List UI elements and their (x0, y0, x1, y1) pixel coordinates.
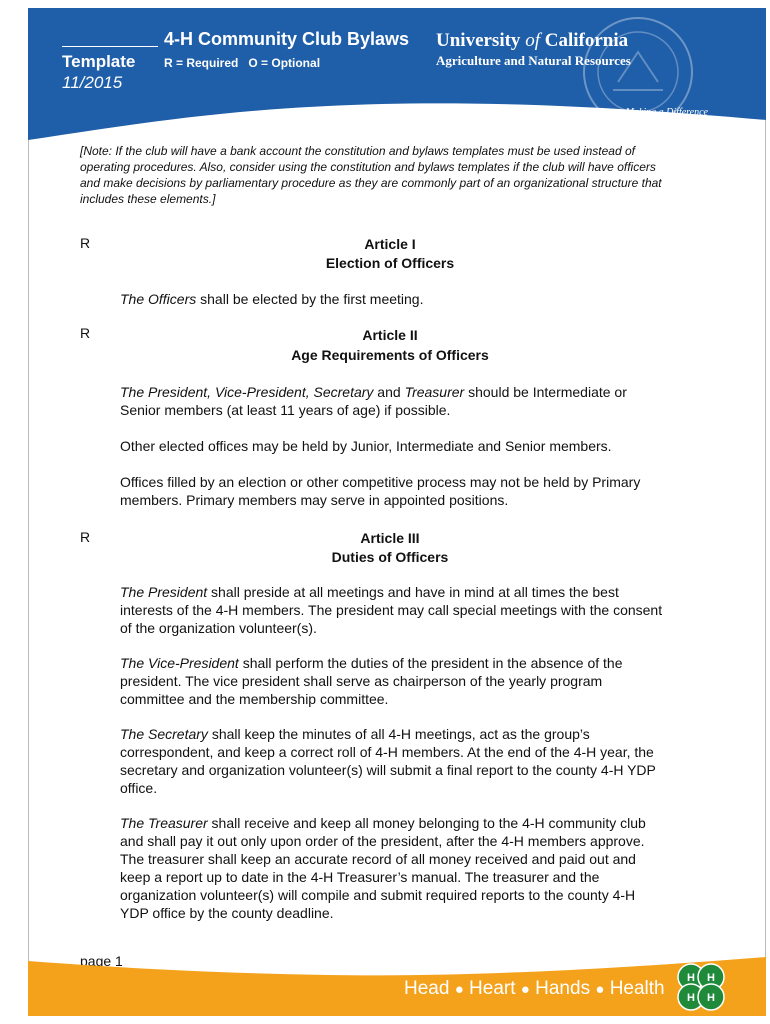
article-paragraph: The Treasurer shall receive and keep all money belonging to the 4-H community club and shall pay it out only upon order of the president, after the 4-H members approve. The treasurer shall keep an accurate record of all money received and paid out and keep a report up to date in the 4-H Treasurer’s manual. The treasurer and the organization volunteer(s) will compile and submit required reports to the county 4-H YDP office by the county deadline. (120, 815, 646, 921)
article-heading (120, 235, 660, 273)
uc-tagline: Making a Difference for California (625, 107, 708, 130)
article-heading (120, 325, 660, 365)
article-title: Age Requirements of Officers (291, 347, 489, 363)
article-heading (120, 529, 660, 567)
article-title: Election of Officers (325, 255, 455, 271)
svg-text:H: H (707, 972, 715, 984)
article-paragraph: Other elected offices may be held by Junior, Intermediate and Senior members. (120, 438, 612, 454)
requirement-marker: R (80, 235, 91, 251)
requirement-legend: R = Required O = Optional (164, 56, 321, 70)
article-number: Article I (364, 236, 416, 252)
article-title: Duties of Officers (331, 549, 449, 565)
template-label: Template (62, 52, 136, 71)
division-name: Agriculture and Natural Resources (436, 53, 631, 68)
footer-tagline: Head ● Heart ● Hands ● Health (404, 978, 665, 999)
university-name: University of California (436, 30, 629, 51)
article-paragraph: Offices filled by an election or other competitive process may not be held by Primary members. Primary members may serve in appointed positions. (120, 474, 641, 508)
article-paragraph: The President shall preside at all meetings and have in mind at all times the best interests of the 4-H members. The president may call special meetings with the consent of the organization volunteer(s). (120, 584, 663, 636)
svg-text:H: H (687, 972, 695, 984)
template-note: [Note: If the club will have a bank account the constitution and bylaws templates must be used instead of operating procedures. Also, consider using the constitution and bylaws templates if the club will have officers and make decisions by parliamentary procedure as they are commonly part of an organizational structure that includes these elements.] (80, 144, 662, 206)
article-paragraph: The President, Vice-President, Secretary and Treasurer should be Intermediate or Senior members (at least 11 years of age) if possible. (120, 384, 627, 418)
page-number: page 1 (80, 953, 123, 969)
article-paragraph: The Secretary shall keep the minutes of all 4-H meetings, act as the group’s correspondent, and keep a correct roll of 4-H members. At the end of the 4-H year, the secretary and organization volunteer(s) will submit a final report to the county 4-H YDP office. (120, 726, 656, 796)
svg-text:H: H (707, 992, 715, 1004)
article-number: Article III (360, 530, 420, 546)
svg-text:H: H (687, 992, 695, 1004)
four-h-clover-icon (673, 959, 729, 1015)
requirement-marker: R (80, 325, 91, 341)
article-number: Article II (362, 327, 418, 343)
blank-club-name-line (62, 46, 158, 47)
article-paragraph: The Officers shall be elected by the first meeting. (120, 291, 424, 307)
document-title: 4-H Community Club Bylaws (164, 29, 410, 49)
requirement-marker: R (80, 529, 91, 545)
revision-date: 11/2015 (62, 73, 123, 92)
article-paragraph: The Vice-President shall perform the duties of the president in the absence of the president. The vice president shall serve as chairperson of the yearly program committee and the membership committee. (120, 655, 623, 707)
